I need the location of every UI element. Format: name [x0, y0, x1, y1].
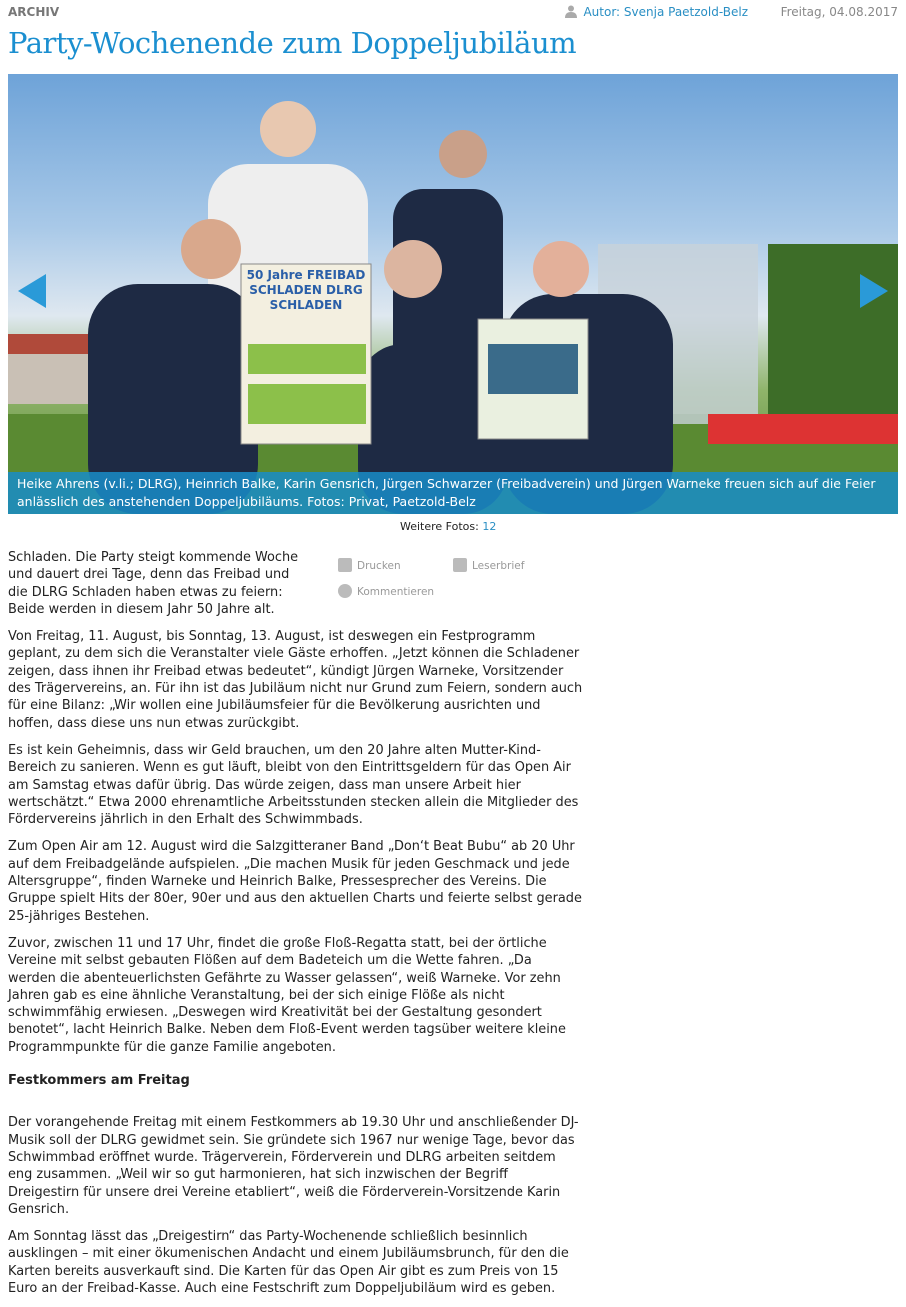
author-name: Autor: Svenja Paetzold-Belz — [583, 5, 748, 19]
lead-paragraph: Schladen. Die Party steigt kommende Woche und dauert drei Tage, denn das Freibad und die DLRG Schladen haben etwas zu feiern: Beide werden in diesem Jahr 50 Jahre alt. — [8, 550, 299, 617]
more-photos — [400, 520, 496, 533]
user-icon — [565, 5, 577, 18]
paragraph: Zum Open Air am 12. August wird die Salzgitteraner Band „Don‘t Beat Bubu“ ab 20 Uhr auf dem Freibadgelände aufspielen. „Die machen Musik für jeden Geschmack und jede Altersgruppe“, finden Warneke und Heinrich Balke, Pressesprecher des Vereins. Die Gruppe spielt Hits der 80er, 90er und aus den aktuellen Charts und feierte selbst gerade 25-jähriges Bestehen. — [8, 839, 582, 924]
print-label: Drucken — [357, 560, 401, 572]
article-photo — [8, 74, 898, 514]
section-label: ARCHIV — [8, 5, 60, 19]
article-header — [8, 4, 898, 22]
photo-page-2[interactable]: 2 — [489, 520, 497, 533]
subheading: Festkommers am Freitag — [8, 1073, 190, 1089]
publish-date: Freitag, 04.08.2017 — [780, 5, 898, 19]
poster-text: 50 Jahre FREIBAD SCHLADEN DLRG SCHLADEN — [246, 268, 366, 312]
letter-label: Leserbrief — [472, 560, 525, 572]
more-photos-label: Weitere Fotos: — [400, 520, 479, 533]
previous-photo-arrow-icon[interactable] — [18, 274, 46, 308]
paragraph: Der vorangehende Freitag mit einem Festkommers ab 19.30 Uhr und anschließender DJ-Musik soll der DLRG gewidmet sein. Sie gründete sich 1967 nur wenige Tage, bevor das Schwimmbad eröffnet wurde. Trägerverein, Förderverein und DLRG arbeiten seitdem eng zusammen. „Weil wir so gut harmonieren, hat sich inzwischen der Begriff Dreigestirn für unsere drei Vereine etabliert“, weiß die Förderverein-Vorsitzende Karin Gensrich. — [8, 1115, 579, 1217]
photo-gallery — [8, 74, 898, 514]
next-photo-arrow-icon[interactable] — [860, 274, 888, 308]
author-link[interactable] — [565, 5, 748, 19]
article-body — [8, 549, 583, 1307]
page-title: Party-Wochenende zum Doppeljubiläum — [8, 26, 577, 60]
photo-page-1[interactable]: 1 — [482, 520, 490, 533]
paragraph: Es ist kein Geheimnis, dass wir Geld brauchen, um den 20 Jahre alten Mutter-Kind-Bereich zu sanieren. Wenn es gut läuft, bleibt von den Eintrittsgeldern für das Open Air am Samstag etwas dafür übrig. Das würde zeigen, dass man unsere Arbeit hier wertschätzt.“ Etwa 2000 ehrenamtliche Arbeitsstunden stecken allein die Mitglieder des Fördervereins jährlich in den Erhalt des Schwimmbads. — [8, 742, 579, 828]
photo-caption: Heike Ahrens (v.li.; DLRG), Heinrich Balke, Karin Gensrich, Jürgen Schwarzer (Freibadverein) und Jürgen Warneke freuen sich auf die Feier anlässlich des anstehenden Doppeljubiläums. Fotos: Privat, Paetzold-Belz — [8, 472, 898, 514]
paragraph: Zuvor, zwischen 11 und 17 Uhr, findet die große Floß-Regatta statt, bei der örtliche Vereine mit selbst gebauten Flößen auf dem Badeteich um die Wette fahren. „Da werden die abenteuerlichsten Gefährte zu Wasser gelassen“, weiß Warneke. Vor zehn Jahren gab es eine ähnliche Veranstaltung, bei der sich einige Flöße als nicht schwimmfähig erwiesen. „Deswegen wird Kreativität bei der Gestaltung gesondert benotet“, lacht Heinrich Balke. Neben dem Floß-Event werden tagsüber weitere kleine Programmpunkte für die ganze Familie angeboten. — [8, 935, 566, 1055]
comment-label: Kommentieren — [357, 586, 435, 598]
paragraph: Von Freitag, 11. August, bis Sonntag, 13. August, ist deswegen ein Festprogramm geplant, zu dem sich die Veranstalter viele Gäste erhoffen. „Jetzt können die Schladener zeigen, dass ihnen ihr Freibad etwas bedeutet“, kündigt Jürgen Warneke, Vorsitzender des Trägervereins, an. Für ihn ist das Jubiläum nicht nur Grund zum Feiern, sondern auch für eine Bilanz: „Wir wollen eine Jubiläumsfeier für die Bevölkerung ausrichten und hoffen, dass diese uns nun etwas zurückgibt. — [8, 629, 583, 731]
paragraph: Am Sonntag lässt das „Dreigestirn“ das Party-Wochenende schließlich besinnlich ausklingen – mit einer ökumenischen Andacht und einem Jubiläumsbrunch, für den die Karten bereits ausverkauft sind. Die Karten für das Open Air gibt es zum Preis von 15 Euro an der Freibad-Kasse. Auch eine Festschrift zum Doppeljubiläum wird es geben. — [8, 1229, 569, 1296]
